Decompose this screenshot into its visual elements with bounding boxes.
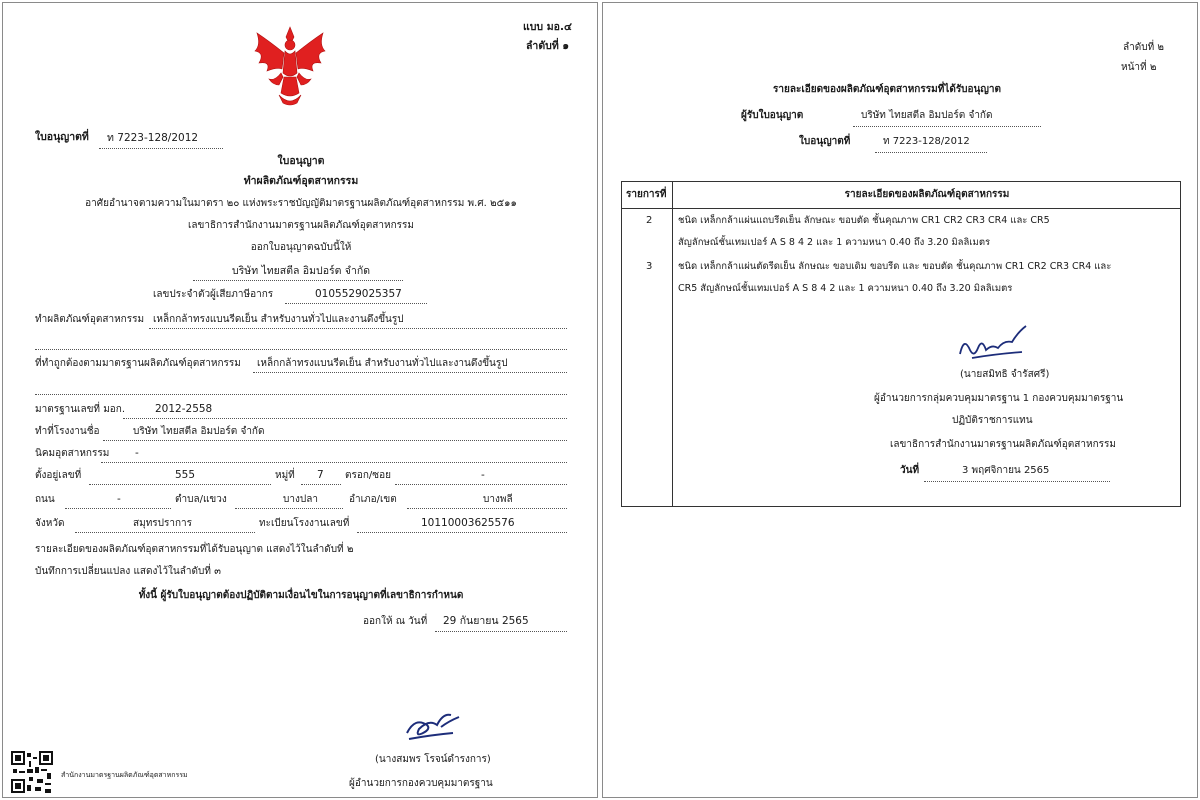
- tambon-value: บางปลา: [283, 494, 318, 505]
- sequence-label: ลำดับที่ ๒: [1123, 42, 1164, 53]
- estate-label: นิคมอุตสาหกรรม: [35, 448, 110, 459]
- license-number: ท 7223-128/2012: [883, 136, 970, 147]
- secretary-text: เลขาธิการสำนักงานมาตรฐานผลิตภัณฑ์อุตสาหกรรม: [188, 220, 414, 231]
- row-detail-line1: ชนิด เหล็กกล้าแผ่นแถบรีดเย็น ลักษณะ ขอบตัด ชั้นคุณภาพ CR1 CR2 CR3 CR4 และ CR5: [678, 215, 1050, 226]
- page-number: หน้าที่ ๒: [1121, 62, 1157, 73]
- issued-date-label: ออกให้ ณ วันที่: [363, 616, 428, 627]
- tax-id-label: เลขประจำตัวผู้เสียภาษีอากร: [153, 289, 274, 300]
- company-name: บริษัท ไทยสตีล อิมปอร์ต จำกัด: [231, 265, 371, 277]
- detail-reference: รายละเอียดของผลิตภัณฑ์อุตสาหกรรมที่ได้รับอนุญาต แสดงไว้ในลำดับที่ ๒: [35, 544, 354, 555]
- doc-title: ใบอนุญาต: [277, 155, 325, 167]
- amphoe-value: บางพลี: [483, 494, 513, 505]
- amphoe-label: อำเภอ/เขต: [349, 494, 397, 505]
- factory-label: ทำที่โรงงานชื่อ: [35, 426, 100, 437]
- page2-heading: รายละเอียดของผลิตภัณฑ์อุตสาหกรรมที่ได้รับอนุญาต: [773, 84, 1002, 95]
- soi-value: -: [481, 469, 485, 481]
- authority-text: อาศัยอำนาจตามความในมาตรา ๒๐ แห่งพระราชบัญญัติมาตรฐานผลิตภัณฑ์อุตสาหกรรม พ.ศ. ๒๕๑๑: [85, 198, 517, 209]
- soi-label: ตรอก/ซอย: [345, 470, 391, 481]
- sequence-label: ลำดับที่ ๑: [526, 40, 570, 52]
- issued-date: 29 กันยายน 2565: [443, 615, 529, 627]
- tis-number: 2012-2558: [155, 403, 213, 415]
- province-value: สมุทรปราการ: [133, 518, 193, 529]
- factory-name: บริษัท ไทยสตีล อิมปอร์ต จำกัด: [133, 426, 265, 437]
- license-page-2: [602, 2, 1198, 798]
- signer-name: (นางสมพร โรจน์ดำรงการ): [375, 754, 491, 765]
- signer-title-1: ผู้อำนวยการกลุ่มควบคุมมาตรฐาน 1 กองควบคุมมาตรฐาน: [874, 393, 1124, 404]
- signer-title-3: เลขาธิการสำนักงานมาตรฐานผลิตภัณฑ์อุตสาหกรรม: [890, 439, 1116, 450]
- signer-name: (นายสมิทธิ จำรัสศรี): [960, 369, 1050, 380]
- tax-id: 0105529025357: [315, 288, 402, 300]
- row-number: 3: [646, 261, 653, 272]
- qr-code-icon: [11, 751, 53, 793]
- license-number-label: ใบอนุญาตที่: [35, 131, 89, 143]
- product-detail-table: [621, 181, 1181, 507]
- moo-value: 7: [317, 469, 324, 481]
- change-reference: บันทึกการเปลี่ยนแปลง แสดงไว้ในลำดับที่ ๓: [35, 566, 221, 577]
- column-header-detail: รายละเอียดของผลิตภัณฑ์อุตสาหกรรม: [844, 189, 1010, 200]
- license-number-label: ใบอนุญาตที่: [799, 136, 851, 147]
- column-header-item: รายการที่: [626, 189, 667, 200]
- address-no: 555: [175, 469, 196, 481]
- road-label: ถนน: [35, 494, 55, 505]
- signature-1-icon: [401, 703, 463, 745]
- factory-reg-number: 10110003625576: [421, 517, 515, 529]
- license-number: ท 7223-128/2012: [107, 132, 199, 144]
- doc-subtitle: ทำผลิตภัณฑ์อุตสาหกรรม: [243, 175, 359, 187]
- signer-title-2: ปฏิบัติราชการแทน: [952, 415, 1033, 426]
- signer-title: ผู้อำนวยการกองควบคุมมาตรฐาน: [349, 778, 493, 789]
- road-value: -: [117, 493, 121, 505]
- sign-date-label: วันที่: [900, 465, 920, 476]
- garuda-emblem-icon: [251, 23, 329, 109]
- form-code: แบบ มอ.๔: [523, 21, 572, 33]
- signature-2-icon: [952, 322, 1032, 362]
- province-label: จังหวัด: [35, 518, 65, 529]
- product-label: ทำผลิตภัณฑ์อุตสาหกรรม: [35, 314, 145, 325]
- standard-label: ที่ทำถูกต้องตามมาตรฐานผลิตภัณฑ์อุตสาหกรรม: [35, 358, 241, 369]
- standard-value: เหล็กกล้าทรงแบนรีดเย็น สำหรับงานทั่วไปและงานดึงขึ้นรูป: [257, 358, 508, 369]
- condition-text: ทั้งนี้ ผู้รับใบอนุญาตต้องปฏิบัติตามเงื่อนไขในการอนุญาตที่เลขาธิการกำหนด: [138, 590, 464, 601]
- product-value: เหล็กกล้าทรงแบนรีดเย็น สำหรับงานทั่วไปและงานดึงขึ้นรูป: [153, 314, 404, 325]
- licensee-label: ผู้รับใบอนุญาต: [741, 110, 804, 121]
- row-detail-line1: ชนิด เหล็กกล้าแผ่นตัดรีดเย็น ลักษณะ ขอบเดิม ขอบรีด และ ขอบตัด ชั้นคุณภาพ CR1 CR2 CR3 CR4 และ: [678, 261, 1112, 272]
- tis-label: มาตรฐานเลขที่ มอก.: [35, 404, 126, 415]
- moo-label: หมู่ที่: [275, 470, 295, 481]
- address-no-label: ตั้งอยู่เลขที่: [35, 470, 82, 481]
- factory-reg-label: ทะเบียนโรงงานเลขที่: [259, 518, 350, 529]
- tambon-label: ตำบล/แขวง: [175, 494, 227, 505]
- footer-org: สำนักงานมาตรฐานผลิตภัณฑ์อุตสาหกรรม: [61, 771, 188, 779]
- sign-date: 3 พฤศจิกายน 2565: [962, 465, 1050, 476]
- row-detail-line2: CR5 สัญลักษณ์ชั้นเทมเปอร์ A S 8 4 2 และ 1 ความหนา 0.40 ถึง 3.20 มิลลิเมตร: [678, 283, 1013, 294]
- row-number: 2: [646, 215, 653, 226]
- licensee-name: บริษัท ไทยสตีล อิมปอร์ต จำกัด: [861, 110, 993, 121]
- license-page-1: [2, 2, 598, 798]
- issue-text: ออกใบอนุญาตฉบับนี้ให้: [250, 242, 352, 253]
- estate-value: -: [135, 447, 139, 459]
- row-detail-line2: สัญลักษณ์ชั้นเทมเปอร์ A S 8 4 2 และ 1 ความหนา 0.40 ถึง 3.20 มิลลิเมตร: [678, 237, 991, 248]
